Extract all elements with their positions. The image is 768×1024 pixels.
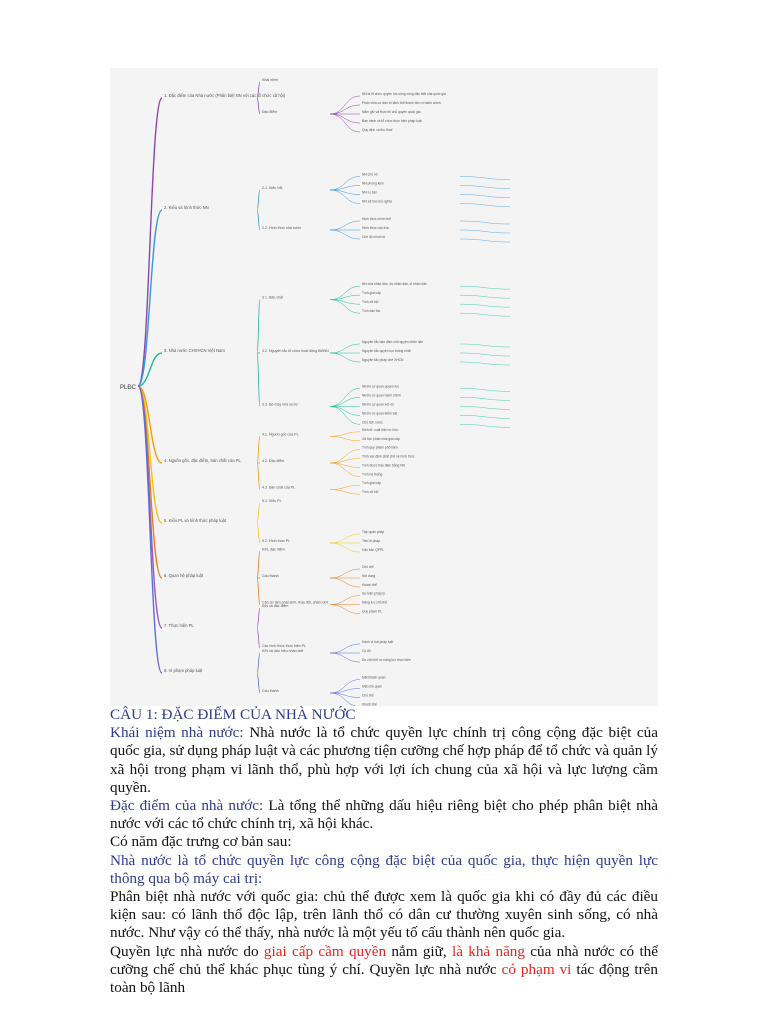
mindmap-branch-label: 1. Đặc điểm của Nhà nước (Phân biệt NN với các tổ chức xã hội) <box>164 93 286 98</box>
highlight-ruling-class: giai cấp cầm quyền <box>263 942 387 960</box>
mindmap-leaf-label: Nhóm cơ quan hành chính <box>362 393 402 398</box>
mindmap-child-label: 3.3. Bộ máy nhà nước <box>262 402 298 407</box>
mindmap-leaf-label: Xã hội: phân chia giai cấp <box>362 436 400 441</box>
mindmap-leaf-link <box>330 543 360 552</box>
mindmap-leaf-link <box>460 344 510 347</box>
mindmap-leaf-label: Sự kiện pháp lý <box>362 591 385 596</box>
mindmap-leaf-label: NN tư sản <box>362 190 378 195</box>
mindmap-leaf-label: Năng lực chủ thể <box>362 600 388 605</box>
mindmap-root: PLĐC <box>120 385 137 391</box>
mindmap-leaf-label: Tính giai cấp <box>362 481 381 486</box>
mindmap-leaf-link <box>460 406 510 409</box>
mindmap-leaf-link <box>460 239 510 242</box>
mindmap-leaf-link <box>460 353 510 356</box>
mindmap-child-link <box>257 300 260 353</box>
mindmap-leaf-link <box>460 295 510 298</box>
mindmap-leaf-label: NN là tổ chức quyền lực công cộng đặc biệt của quốc gia <box>362 92 446 96</box>
highlight-ability: là khả năng <box>451 942 525 960</box>
mindmap-leaf-link <box>460 230 510 233</box>
mindmap-branch-label: 2. Kiểu và hình thức NN <box>164 205 209 210</box>
mindmap-child-label: Các hình thức thực hiện PL <box>262 644 306 648</box>
mindmap-child-link <box>257 503 260 523</box>
mindmap-child-link <box>257 210 260 230</box>
mindmap-leaf-label: Quy phạm PL <box>362 609 383 614</box>
mindmap-child-link <box>257 653 260 673</box>
mindmap-child-label: 4.3. Bản chất của PL <box>262 485 296 490</box>
mindmap-leaf-label: Tính được bảo đảm bằng NN <box>362 463 406 468</box>
mindmap-leaf-label: Nội dung <box>362 574 376 578</box>
mindmap-branch-label: 3. Nhà nước CHXHCN Việt Nam <box>164 348 225 353</box>
paragraph-state-vs-nation: Phân biệt nhà nước với quốc gia: chủ thể được xem là quốc gia khi có đầy đủ các điều kiện sau: có lãnh thổ độc lập, trên lãnh thổ có dân cư thường xuyên sinh sống, có nhà nước. Như vậy có thể thấy, nhà nước là một yếu tố cấu thành nên quốc gia. <box>110 888 658 942</box>
mindmap-leaf-label: Mặt chủ quan <box>362 684 382 689</box>
mindmap-leaf-label: Khách thể <box>362 583 377 587</box>
mindmap-leaf-label: Tính giai cấp <box>362 291 381 296</box>
paragraph-definition <box>110 724 658 797</box>
mindmap-leaf-link <box>460 204 510 207</box>
mindmap-leaf-label: Nhóm cơ quan quyền lực <box>362 384 400 389</box>
paragraph-characteristics <box>110 797 658 833</box>
mindmap-leaf-link <box>330 105 360 114</box>
mindmap-child-label: Căn cứ làm phát sinh, thay đổi, chấm dứt <box>262 600 328 605</box>
mindmap-leaf-link <box>460 388 510 391</box>
mindmap-branch-label: 5. Kiểu PL và hình thức pháp luật <box>164 518 227 523</box>
mindmap-leaf-link <box>330 114 360 123</box>
mindmap-leaf-link <box>330 534 360 543</box>
paragraph-state-power <box>110 943 658 998</box>
mindmap-child-link <box>257 551 260 578</box>
mindmap-child-link <box>257 190 260 210</box>
document-text <box>110 706 658 997</box>
mindmap-leaf-link <box>330 353 360 362</box>
mindmap-leaf-link <box>330 96 360 114</box>
mindmap-leaf-link <box>330 569 360 578</box>
mindmap-leaf-label: NN chủ nô <box>362 172 378 177</box>
mindmap-leaf-link <box>330 114 360 132</box>
mindmap-leaf-label: Mặt khách quan <box>362 675 386 680</box>
mindmap-branch-label: 4. Nguồn gốc, đặc điểm, bản chất của PL <box>164 458 241 463</box>
mindmap-leaf-link <box>330 485 360 490</box>
mindmap-leaf-label: NN xã hội chủ nghĩa <box>362 199 392 204</box>
mindmap-leaf-label: NN của nhân dân, do nhân dân, vì nhân dân <box>362 282 427 287</box>
mindmap-leaf-link <box>330 644 360 653</box>
mindmap-leaf-link <box>460 177 510 180</box>
mindmap-child-link <box>257 673 260 693</box>
mindmap-leaf-label: Nguyên tắc quyền lực thống nhất <box>362 349 411 353</box>
mindmap-leaf-link <box>460 415 510 418</box>
mindmap-child-label: 4.2. Đặc điểm <box>262 459 285 463</box>
mindmap-leaf-link <box>460 304 510 307</box>
mindmap-child-link <box>257 436 260 463</box>
mindmap-leaf-label: Quy định và thu thuế <box>362 128 393 132</box>
mindmap-child-link <box>257 578 260 605</box>
mindmap-branch-link <box>138 98 162 386</box>
text-segment: nắm giữ, <box>386 942 452 960</box>
mindmap-leaf-label: Hình thức chính thể <box>362 217 391 221</box>
mindmap-leaf-link <box>330 490 360 495</box>
mindmap-leaf-label: Hình thức cấu trúc <box>362 226 390 230</box>
mindmap-leaf-label: Tính xác định chặt chẽ về hình thức <box>362 454 415 459</box>
text-segment: của nhà nước có thể cưỡng chế chủ thể khác phục tùng ý chí. Quyền lực nhà nước <box>110 942 658 978</box>
mindmap-leaf-link <box>330 344 360 353</box>
mindmap-leaf-label: Nguyên tắc bảo đảm chủ quyền nhân dân <box>362 340 424 344</box>
mindmap-child-label: Cấu thành <box>262 574 279 578</box>
mindmap-leaf-label: Văn bản QPPL <box>362 548 384 552</box>
mindmap-leaf-link <box>330 406 360 424</box>
highlight-scope: có phạm vi <box>501 960 572 978</box>
characteristics-text: Là tổng thể những dấu hiệu riêng biệt cho phép phân biệt nhà nước với các tổ chức chính trị, xã hội khác. <box>110 797 658 833</box>
mindmap-child-label: 3.2. Nguyên tắc tổ chức hoạt động BMNN <box>262 349 329 353</box>
mindmap-branch-label: 7. Thực hiện PL <box>164 623 194 628</box>
mindmap-leaf-link <box>330 388 360 406</box>
mindmap-leaf-link <box>330 653 360 662</box>
mindmap-leaf-label: Khách thể <box>362 702 377 706</box>
mindmap-child-label: 2.2. Hình thức nhà nước <box>262 226 302 230</box>
mindmap-child-link <box>257 608 260 628</box>
mindmap-leaf-link <box>460 195 510 198</box>
characteristics-label: Đặc điểm của nhà nước: <box>110 797 264 815</box>
mindmap-child-label: Khái niệm <box>262 78 278 82</box>
mindmap-leaf-label: Tiền lệ pháp <box>362 539 381 543</box>
definition-label: Khái niệm nhà nước: <box>110 724 244 742</box>
mindmap-leaf-link <box>330 436 360 441</box>
mindmap-child-link <box>257 463 260 490</box>
mindmap-leaf-label: Chủ thể <box>362 565 374 569</box>
mindmap-leaf-label: Phân chia cư dân từ lãnh thổ thành đơn vị hành chính <box>362 101 441 105</box>
mindmap-child-label: 4.1. Nguồn gốc của PL <box>262 432 299 437</box>
text-segment: Quyền lực nhà nước do <box>110 942 264 960</box>
mindmap-child-label: 5.2. Hình thức PL <box>262 539 291 543</box>
mindmap-leaf-label: Tính xã hội <box>362 300 379 305</box>
mindmap-child-label: 5.1. Kiểu PL <box>262 499 282 503</box>
mindmap-leaf-label: Tính hệ thống <box>362 472 383 477</box>
mindmap-leaf-label: Nhóm cơ quan kiểm sát <box>362 411 397 416</box>
mindmap-leaf-link <box>330 578 360 587</box>
mindmap-leaf-link <box>330 230 360 239</box>
mindmap-leaf-label: Kinh tế: xuất hiện tư hữu <box>362 427 399 432</box>
mindmap-branch-label: 6. Quan hệ pháp luật <box>164 573 204 578</box>
text-segment: tác động trên toàn bộ lãnh <box>110 960 658 997</box>
mindmap-child-link <box>257 628 260 648</box>
mindmap-leaf-label: Nắm giữ và thực thi chủ quyền quốc gia <box>362 110 421 114</box>
mindmap-image <box>110 68 658 706</box>
definition-text: Nhà nước là tổ chức quyền lực chính trị công cộng đặc biệt của quốc gia, sử dụng pháp luật và các phương tiện cưỡng chế hợp pháp để tổ chức và quản lý xã hội trong phạm vi lãnh thổ, phù hợp với lợi ích chung của xã hội và lực lượng cầm quyền. <box>110 724 659 796</box>
mindmap-leaf-link <box>460 362 510 365</box>
mindmap-leaf-label: Hành vi trái pháp luật <box>362 640 394 644</box>
paragraph-five-features: Có năm đặc trưng cơ bản sau: <box>110 833 292 851</box>
mindmap-leaf-link <box>330 221 360 230</box>
mindmap-leaf-link <box>330 432 360 437</box>
mindmap-child-label: K/N và đặc điểm <box>262 604 289 608</box>
mindmap-leaf-link <box>460 313 510 316</box>
mindmap-leaf-label: NN phong kiến <box>362 181 384 186</box>
section-title: CÂU 1: ĐẶC ĐIỂM CỦA NHÀ NƯỚC <box>110 706 356 723</box>
mindmap-branch-link <box>138 386 162 578</box>
mindmap-leaf-label: Nguyên tắc pháp chế XHCN <box>362 358 404 362</box>
mindmap-child-label: K/N và dấu hiệu nhận biết <box>262 649 304 653</box>
mindmap-leaf-label: Chủ thể <box>362 693 374 698</box>
mindmap-branch-label: 8. Vi phạm pháp luật <box>164 668 203 673</box>
mindmap-leaf-link <box>460 424 510 427</box>
mindmap-child-label: 2.1. Kiểu NN <box>262 186 283 190</box>
feature-heading: Nhà nước là tổ chức quyền lực công cộng đặc biệt của quốc gia, thực hiện quyền lực thông qua bộ máy cai trị: <box>110 851 658 887</box>
mindmap-leaf-link <box>330 406 360 415</box>
mindmap-leaf-link <box>460 397 510 400</box>
mindmap-leaf-label: Chế độ chính trị <box>362 235 386 239</box>
mindmap-child-label: Đặc điểm <box>262 110 278 114</box>
mindmap-leaf-link <box>330 693 360 706</box>
mindmap-leaf-label: Nhóm cơ quan xét xử <box>362 402 394 407</box>
mindmap-leaf-link <box>460 286 510 289</box>
mindmap-child-link <box>257 523 260 543</box>
mindmap-leaf-label: Tập quán pháp <box>362 530 385 534</box>
mindmap-leaf-link <box>330 596 360 605</box>
mindmap-leaf-label: Tính dân tộc <box>362 309 381 314</box>
mindmap-child-label: 3.1. Bản chất <box>262 295 284 300</box>
mindmap-child-label: Cấu thành <box>262 689 279 693</box>
mindmap-leaf-link <box>460 221 510 224</box>
mindmap-leaf-link <box>460 186 510 189</box>
mindmap-leaf-label: Tính xã hội <box>362 490 379 495</box>
mindmap-leaf-link <box>330 605 360 614</box>
mindmap-leaf-label: Có lỗi <box>362 649 371 653</box>
mindmap-branch-link <box>138 386 162 673</box>
mindmap-leaf-label: Do chủ thể có năng lực thực hiện <box>362 658 411 662</box>
mindmap-leaf-label: Chủ tịch nước <box>362 420 383 425</box>
mindmap-child-label: K/N, đặc điểm <box>262 547 285 552</box>
mindmap-child-link <box>257 353 260 406</box>
mindmap-child-link <box>257 98 260 114</box>
mindmap-leaf-label: Ban hành và tổ chức thực hiện pháp luật <box>362 119 422 123</box>
mindmap-leaf-link <box>330 397 360 406</box>
mindmap-leaf-label: Tính quy phạm phổ biến <box>362 445 398 450</box>
